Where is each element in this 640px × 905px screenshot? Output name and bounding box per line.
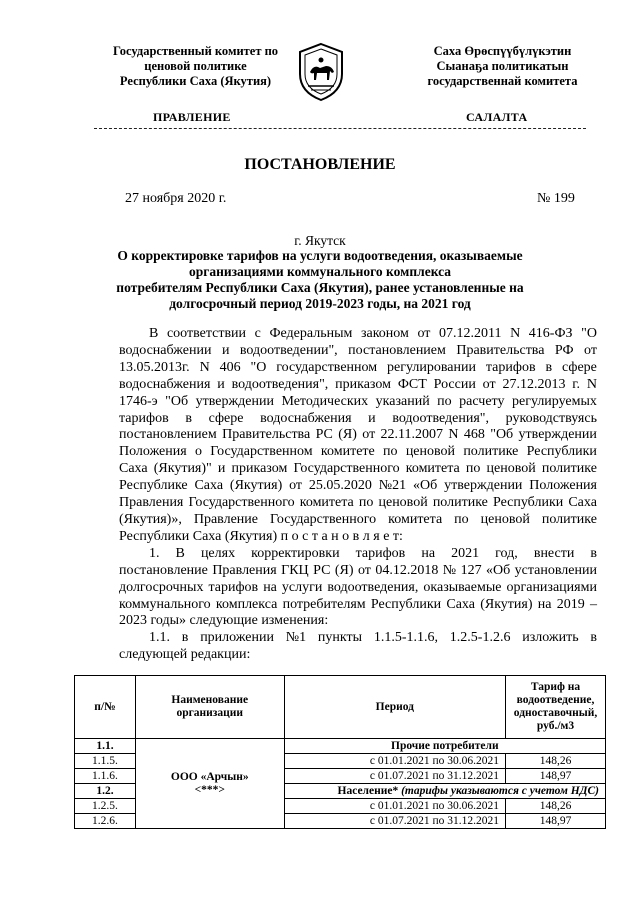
row-period: с 01.01.2021 по 30.06.2021 <box>284 799 505 814</box>
document-city: г. Якутск <box>294 233 346 248</box>
table-row <box>75 739 606 754</box>
subject-line: долгосрочный период 2019-2023 годы, на 2021 год <box>169 296 471 311</box>
body-line: долгосрочных тарифов на услуги водоотведения, оказываемые организациями <box>119 579 597 595</box>
header-left-line: ценовой политике <box>144 59 247 73</box>
group-label <box>284 784 605 799</box>
row-period: с 01.01.2021 по 30.06.2021 <box>284 754 505 769</box>
subject-line: потребителям Республики Саха (Якутия), ранее установленные на <box>116 280 524 295</box>
body-line: Положения о Государственном комитете по ценовой политике Республики <box>119 444 597 460</box>
row-tariff: 148,97 <box>506 814 606 829</box>
body-line: Республике Саха (Якутия) от 25.05.2020 №21 «Об утверждении Положения <box>119 478 597 494</box>
body-line: Республики Саха (Якутия) п о с т а н о в л я е т: <box>119 528 403 544</box>
organization-name: ООО «Арчын» <box>170 770 249 783</box>
document-number: № 199 <box>537 191 575 206</box>
body-paragraph-preamble <box>119 326 597 664</box>
header-left-block <box>98 44 293 89</box>
organization-cell <box>135 739 284 829</box>
group-label-main: Население* <box>337 784 399 797</box>
header-right-line: Сыанаҕа политикатын <box>436 59 569 73</box>
document-date: 27 ноября 2020 г. <box>125 191 227 206</box>
body-line: коммунального комплекса потребителям Республики Саха (Якутия) на 2019 – <box>119 596 597 612</box>
header-left-subtitle: ПРАВЛЕНИЕ <box>153 110 231 124</box>
header-organization: Наименование организации <box>135 676 284 739</box>
header-right-line: Саха Өрөспүүбүлүкэтин <box>433 44 572 58</box>
body-line: водоснабжения и водоотведения", приказом ФСТ России от 27.12.2013 г. N <box>119 376 597 392</box>
header-divider <box>94 128 586 129</box>
subject-line: организациями коммунального комплекса <box>188 264 452 279</box>
row-period: с 01.07.2021 по 31.12.2021 <box>284 769 505 784</box>
header-right-line: государственнай комитета <box>427 74 578 88</box>
header-num: п/№ <box>75 676 136 739</box>
body-line: следующей редакции: <box>119 647 251 663</box>
row-tariff: 148,26 <box>506 799 606 814</box>
body-line: (Якутия)», Правление Государственного комитета по ценовой политике <box>119 511 597 527</box>
header-left-line: Республики Саха (Якутия) <box>119 74 272 88</box>
body-line: 1746-э "Об утверждении Методических указаний по расчету регулируемых <box>119 393 597 409</box>
body-line: 1.1. в приложении №1 пункты 1.1.5-1.1.6, 1.2.5-1.2.6 изложить в <box>149 630 597 646</box>
body-line: постановление Правления ГКЦ РС (Я) от 04.12.2018 № 127 «Об установлении <box>119 562 597 578</box>
body-line: водоснабжении и водоотведении", постановлением Правительства РФ от <box>119 342 597 358</box>
body-line: тарифов в сфере водоснабжения и водоотведения", руководствуясь <box>119 410 597 426</box>
body-line: Саха (Якутия)" и приказом Государственного комитета по ценовой политике <box>119 461 597 477</box>
group-label-italic: (тарифы указываются с учетом НДС) <box>401 784 599 797</box>
header-right-subtitle: САЛАЛТА <box>466 110 528 124</box>
body-line: В соответствии с Федеральным законом от 07.12.2011 N 416-ФЗ "О <box>149 326 597 341</box>
row-num: 1.1.6. <box>75 769 136 784</box>
group-num: 1.2. <box>75 784 136 799</box>
document-title: ПОСТАНОВЛЕНИЕ <box>244 156 396 173</box>
organization-note: <***> <box>194 783 225 796</box>
header-period: Период <box>284 676 505 739</box>
row-num: 1.2.5. <box>75 799 136 814</box>
header-right-block <box>405 44 600 89</box>
header-left-line: Государственный комитет по <box>112 44 279 58</box>
body-line: 1. В целях корректировки тарифов на 2021 год, внести в <box>149 545 597 561</box>
body-line: 2023 годы» следующие изменения: <box>119 613 329 629</box>
coat-of-arms-emblem <box>296 42 346 102</box>
row-tariff: 148,26 <box>506 754 606 769</box>
row-num: 1.2.6. <box>75 814 136 829</box>
document-subject <box>100 248 540 312</box>
body-line: постановлением Правительства РС (Я) от 22.11.2007 N 468 "Об утверждении <box>119 427 597 443</box>
group-num: 1.1. <box>75 739 136 754</box>
group-label: Прочие потребители <box>284 739 605 754</box>
row-num: 1.1.5. <box>75 754 136 769</box>
row-tariff: 148,97 <box>506 769 606 784</box>
subject-line: О корректировке тарифов на услуги водоотведения, оказываемые <box>117 248 523 263</box>
body-line: Правления Государственного комитета по ценовой политике Республики Саха <box>119 495 597 511</box>
table-header-row <box>75 676 606 739</box>
tariff-table <box>74 675 606 829</box>
body-line: 13.05.2013г. N 406 "О государственном регулировании тарифов в сфере <box>119 359 597 375</box>
header-tariff: Тариф на водоотведение, одноставочный, руб./м3 <box>506 676 606 739</box>
row-period: с 01.07.2021 по 31.12.2021 <box>284 814 505 829</box>
